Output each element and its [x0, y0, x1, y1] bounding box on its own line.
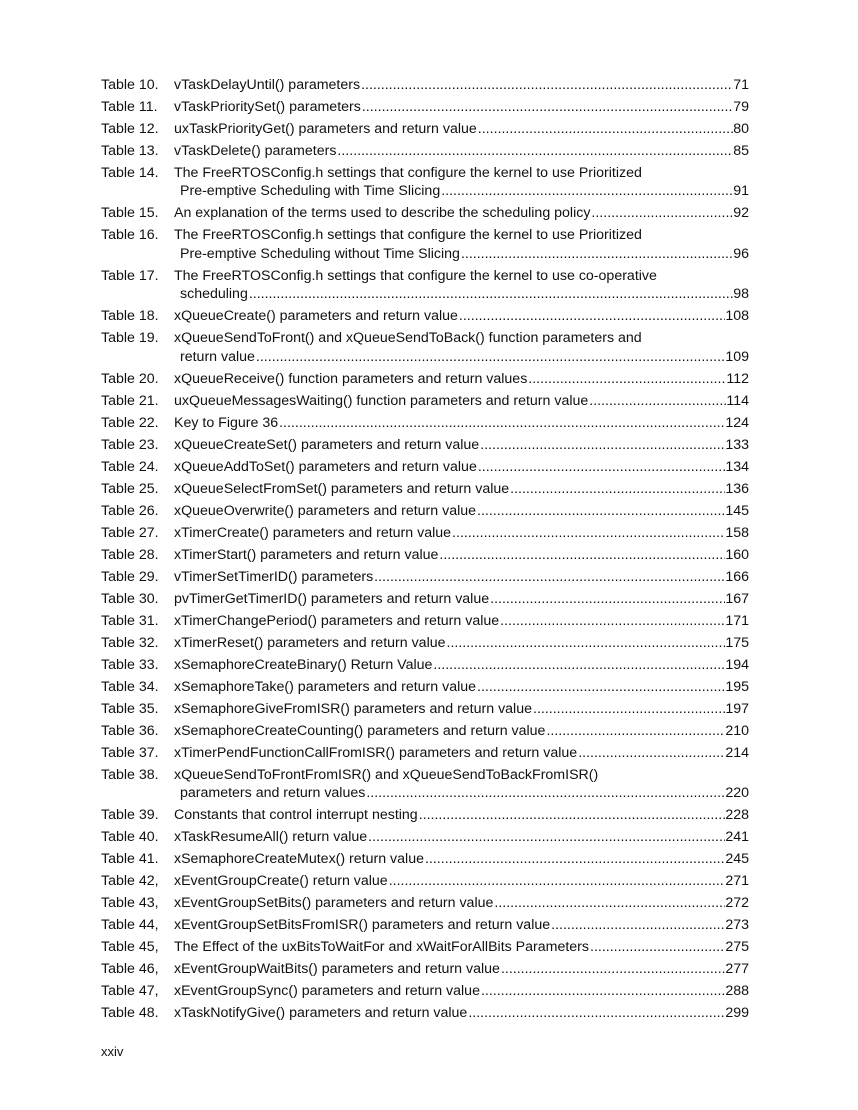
toc-entry-label: Table 36.: [101, 722, 159, 739]
toc-entry-title: xEventGroupWaitBits() parameters and return value: [174, 961, 500, 978]
toc-entry-body: [174, 612, 749, 630]
toc-entry[interactable]: [101, 120, 749, 138]
toc-entry[interactable]: [101, 436, 749, 454]
toc-entry-body: [174, 590, 749, 608]
toc-entry-label: Table 14.: [101, 165, 159, 181]
dot-leader: [509, 480, 725, 498]
toc-entry[interactable]: [101, 916, 749, 934]
dot-leader: [577, 744, 725, 762]
toc-entry-title: xTaskResumeAll() return value: [174, 829, 368, 846]
toc-entry-page-number: 133: [725, 436, 749, 453]
toc-entry[interactable]: [101, 612, 749, 630]
toc-entry-page-number: 114: [726, 392, 749, 409]
dot-leader: [489, 590, 725, 608]
toc-entry[interactable]: [101, 806, 749, 824]
toc-entry[interactable]: [101, 267, 749, 304]
toc-entry-line: [174, 436, 749, 454]
toc-entry-body: [174, 524, 749, 542]
toc-entry-page-number: 167: [725, 590, 749, 607]
toc-entry-page-number: 158: [725, 524, 749, 541]
toc-entry-title: xQueueOverwrite() parameters and return value: [174, 502, 477, 519]
dot-leader: [527, 370, 726, 388]
toc-entry-line: [174, 1004, 749, 1022]
toc-entry-title: xQueueCreateSet() parameters and return value: [174, 436, 480, 453]
dot-leader: [336, 142, 733, 160]
toc-entry-title: vTaskDelete() parameters: [174, 143, 337, 159]
toc-entry-body: [174, 329, 749, 366]
toc-entry-title: xTimerStart() parameters and return value: [174, 546, 439, 563]
toc-entry-label: Table 24.: [101, 458, 159, 475]
toc-entry[interactable]: [101, 226, 749, 263]
toc-entry-title: The Effect of the uxBitsToWaitFor and xWaitForAllBits Parameters: [174, 939, 589, 956]
toc-entry[interactable]: [101, 590, 749, 608]
toc-entry-label: Table 22.: [101, 414, 159, 431]
toc-entry[interactable]: [101, 329, 749, 366]
toc-entry-page-number: 195: [725, 678, 749, 695]
toc-entry-label: Table 29.: [101, 568, 159, 585]
toc-entry-line: [174, 612, 749, 630]
toc-entry[interactable]: [101, 546, 749, 564]
toc-entry-line: [174, 938, 749, 956]
dot-leader: [360, 76, 733, 94]
dot-leader: [432, 656, 725, 674]
toc-entry-label: Table 34.: [101, 678, 159, 695]
toc-entry-body: [174, 916, 749, 934]
toc-entry-page-number: 277: [725, 961, 749, 978]
dot-leader: [480, 982, 725, 1000]
toc-entry-body: [174, 634, 749, 652]
dot-leader: [255, 348, 725, 366]
toc-entry-page-number: 228: [725, 807, 749, 824]
toc-entry-title: Key to Figure 36: [174, 414, 279, 431]
dot-leader: [361, 98, 733, 116]
toc-entry-label: Table 23.: [101, 436, 159, 453]
toc-entry-label: Table 35.: [101, 700, 159, 717]
toc-entry-label: Table 37.: [101, 744, 159, 761]
toc-entry-body: [174, 722, 749, 740]
dot-leader: [477, 120, 733, 138]
dot-leader: [458, 307, 725, 325]
dot-leader: [460, 245, 733, 263]
toc-entry-line: [174, 348, 749, 366]
toc-entry-title: vTimerSetTimerID() parameters: [174, 568, 374, 585]
toc-entry-line: [174, 502, 749, 520]
toc-entry-title: Pre-emptive Scheduling without Time Slicing: [180, 245, 460, 262]
dot-leader: [476, 502, 725, 520]
toc-entry-body: [174, 267, 749, 304]
toc-entry-title: xEventGroupCreate() return value: [174, 873, 388, 890]
toc-entry-body: [174, 458, 749, 476]
toc-entry-title-line: The FreeRTOSConfig.h settings that configure the kernel to use co-operative: [174, 267, 657, 284]
toc-entry-label: Table 46,: [101, 961, 159, 978]
toc-entry[interactable]: [101, 982, 749, 1000]
toc-entry[interactable]: [101, 142, 749, 160]
toc-entry-label: Table 11.: [101, 99, 158, 115]
toc-entry-body: [174, 1004, 749, 1022]
toc-entry-title: xQueueAddToSet() parameters and return value: [174, 458, 477, 475]
dot-leader: [493, 894, 725, 912]
toc-entry-line: [174, 678, 749, 696]
toc-entry-body: [174, 142, 749, 160]
toc-entry-label: Table 39.: [101, 807, 159, 824]
toc-entry[interactable]: [101, 938, 749, 956]
toc-entry-label: Table 16.: [101, 227, 159, 244]
toc-entry-title: uxTaskPriorityGet() parameters and return value: [174, 121, 477, 137]
toc-entry-body: [174, 700, 749, 718]
toc-entry-label: Table 25.: [101, 480, 159, 497]
toc-entry-line: [174, 850, 749, 868]
toc-entry-label: Table 15.: [101, 205, 159, 222]
toc-entry[interactable]: [101, 656, 749, 674]
toc-entry[interactable]: [101, 850, 749, 868]
toc-entry-page-number: 160: [725, 546, 749, 563]
dot-leader: [590, 204, 733, 222]
dot-leader: [418, 806, 726, 824]
toc-entry-title: xSemaphoreCreateBinary() Return Value: [174, 656, 433, 673]
dot-leader: [467, 1004, 725, 1022]
toc-entry-title: xQueueCreate() parameters and return value: [174, 308, 458, 325]
toc-entry-line: [174, 370, 749, 388]
toc-entry-body: [174, 164, 749, 201]
toc-entry[interactable]: [101, 744, 749, 762]
toc-entry[interactable]: [101, 204, 749, 222]
toc-entry[interactable]: [101, 98, 749, 116]
toc-entry-label: Table 40.: [101, 829, 159, 846]
toc-entry-line: [174, 204, 749, 222]
toc-entry-line: [174, 806, 749, 824]
toc-entry-label: Table 10.: [101, 77, 159, 93]
toc-entry-page-number: 108: [725, 308, 749, 325]
toc-entry[interactable]: [101, 76, 749, 94]
dot-leader: [367, 828, 725, 846]
toc-entry-line: [174, 828, 749, 846]
toc-entry-page-number: 109: [725, 348, 749, 365]
toc-entry-label: Table 12.: [101, 121, 159, 137]
toc-entry-label: Table 28.: [101, 546, 159, 563]
toc-entry-line: [174, 546, 749, 564]
toc-entry-label: Table 48.: [101, 1005, 159, 1022]
toc-entry-title: xTimerCreate() parameters and return value: [174, 524, 452, 541]
toc-entry-title: xQueueReceive() function parameters and return values: [174, 370, 528, 387]
dot-leader: [589, 938, 725, 956]
toc-entry-label: Table 21.: [101, 392, 159, 409]
dot-leader: [499, 612, 725, 630]
toc-entry-label: Table 43,: [101, 895, 159, 912]
toc-entry-body: [174, 226, 749, 263]
dot-leader: [451, 524, 725, 542]
dot-leader: [446, 634, 726, 652]
toc-entry-page-number: 98: [733, 286, 749, 303]
toc-entry-title-line: The FreeRTOSConfig.h settings that configure the kernel to use Prioritized: [174, 165, 642, 181]
toc-entry-page-number: 136: [725, 480, 749, 497]
toc-entry-title-line: xQueueSendToFront() and xQueueSendToBack() function parameters and: [174, 330, 642, 347]
toc-entry-line: [174, 414, 749, 432]
toc-entry-title: return value: [180, 348, 255, 365]
toc-entry-title: vTaskPrioritySet() parameters: [174, 99, 361, 115]
toc-entry-title: parameters and return values: [180, 785, 366, 802]
toc-entry-title: xSemaphoreCreateCounting() parameters and return value: [174, 722, 546, 739]
toc-entry[interactable]: [101, 634, 749, 652]
toc-entry-body: [174, 414, 749, 432]
toc-entry-body: [174, 678, 749, 696]
toc-entry-line: [174, 916, 749, 934]
toc-entry-label: Table 17.: [101, 267, 159, 284]
toc-entry-page-number: 175: [725, 634, 749, 651]
toc-entry[interactable]: [101, 370, 749, 388]
toc-entry-page-number: 273: [725, 917, 749, 934]
toc-entry-line: [174, 142, 749, 160]
toc-entry-label: Table 44,: [101, 917, 159, 934]
toc-entry[interactable]: [101, 458, 749, 476]
toc-entry-title: xEventGroupSetBits() parameters and return value: [174, 895, 494, 912]
toc-entry-line: [174, 245, 749, 263]
toc-entry-title: xTaskNotifyGive() parameters and return value: [174, 1005, 468, 1022]
toc-entry[interactable]: [101, 766, 749, 803]
toc-entry-title: xEventGroupSync() parameters and return value: [174, 983, 480, 1000]
toc-entry[interactable]: [101, 894, 749, 912]
toc-entry-line: [174, 98, 749, 116]
toc-entry-label: Table 26.: [101, 502, 159, 519]
toc-entry-label: Table 30.: [101, 590, 159, 607]
dot-leader: [479, 436, 725, 454]
toc-entry-body: [174, 436, 749, 454]
toc-entry-body: [174, 370, 749, 388]
toc-entry-line: [174, 182, 749, 200]
toc-entry-label: Table 19.: [101, 330, 159, 347]
toc-entry[interactable]: [101, 960, 749, 978]
toc-entry-title: vTaskDelayUntil() parameters: [174, 77, 361, 93]
toc-entry-body: [174, 204, 749, 222]
toc-entry-body: [174, 120, 749, 138]
toc-entry-line: [174, 982, 749, 1000]
dot-leader: [365, 784, 725, 802]
toc-entry-body: [174, 766, 749, 803]
toc-entry-page-number: 272: [725, 895, 749, 912]
dot-leader: [424, 850, 725, 868]
toc-entry-line: [174, 656, 749, 674]
toc-entry-page-number: 85: [733, 143, 749, 159]
toc-entry[interactable]: [101, 307, 749, 325]
toc-entry-title: xTimerChangePeriod() parameters and return value: [174, 612, 500, 629]
toc-entry-line: [174, 744, 749, 762]
toc-entry[interactable]: [101, 872, 749, 890]
dot-leader: [532, 700, 725, 718]
dot-leader: [278, 414, 725, 432]
toc-entry-page-number: 145: [725, 502, 749, 519]
toc-entry-body: [174, 960, 749, 978]
toc-entry-body: [174, 307, 749, 325]
dot-leader: [440, 182, 733, 200]
dot-leader: [500, 960, 725, 978]
toc-entry-page-number: 194: [725, 656, 749, 673]
toc-entry-title: xQueueSelectFromSet() parameters and return value: [174, 480, 510, 497]
toc-entry-line: [174, 285, 749, 303]
dot-leader: [438, 546, 725, 564]
toc-entry-page-number: 124: [725, 414, 749, 431]
toc-entry-body: [174, 894, 749, 912]
toc-entry-body: [174, 982, 749, 1000]
toc-entry-body: [174, 938, 749, 956]
dot-leader: [373, 568, 725, 586]
toc-entry-label: Table 18.: [101, 308, 159, 325]
toc-entry-title-line: xQueueSendToFrontFromISR() and xQueueSendToBackFromISR(): [174, 766, 599, 783]
toc-entry-body: [174, 502, 749, 520]
toc-entry-page-number: 92: [733, 205, 749, 222]
toc-entry-title: Constants that control interrupt nesting: [174, 807, 418, 824]
toc-entry-page-number: 241: [725, 829, 749, 846]
toc-entry-body: [174, 656, 749, 674]
toc-entry-page-number: 134: [725, 458, 749, 475]
toc-entry-page-number: 299: [725, 1005, 749, 1022]
toc-entry-title: xTimerPendFunctionCallFromISR() parameters and return value: [174, 744, 578, 761]
toc-entry-title: An explanation of the terms used to describe the scheduling policy: [174, 205, 591, 222]
toc-entry-line: [174, 784, 749, 802]
dot-leader: [550, 916, 725, 934]
toc-entry-line: [174, 76, 749, 94]
toc-entry-title: xSemaphoreCreateMutex() return value: [174, 851, 424, 868]
toc-entry-label: Table 13.: [101, 143, 159, 159]
toc-entry[interactable]: [101, 164, 749, 201]
toc-entry-label: Table 41.: [101, 851, 159, 868]
toc-entry-line: [174, 480, 749, 498]
toc-entry-body: [174, 744, 749, 762]
toc-entry-label: Table 47,: [101, 983, 159, 1000]
toc-entry-page-number: 171: [725, 612, 749, 629]
toc-entry-line: [174, 458, 749, 476]
toc-entry-body: [174, 76, 749, 94]
toc-entry-line: [174, 700, 749, 718]
dot-leader: [476, 678, 725, 696]
toc-entry[interactable]: [101, 828, 749, 846]
toc-entry-title: xSemaphoreGiveFromISR() parameters and return value: [174, 700, 532, 717]
toc-entry[interactable]: [101, 700, 749, 718]
toc-entry-label: Table 33.: [101, 656, 159, 673]
toc-entry-line: [174, 120, 749, 138]
toc-entry-label: Table 20.: [101, 370, 159, 387]
toc-entry[interactable]: [101, 502, 749, 520]
toc-entry-line: [174, 307, 749, 325]
toc-entry-line: [174, 590, 749, 608]
toc-entry-label: Table 45,: [101, 939, 159, 956]
toc-entry-line: [174, 634, 749, 652]
toc-entry-body: [174, 546, 749, 564]
toc-entry-label: Table 38.: [101, 766, 159, 783]
toc-entry-page-number: 91: [733, 183, 749, 200]
toc-entry-body: [174, 850, 749, 868]
toc-entry-title-line: The FreeRTOSConfig.h settings that configure the kernel to use Prioritized: [174, 227, 642, 244]
toc-entry-page-number: 214: [725, 744, 749, 761]
dot-leader: [248, 285, 733, 303]
toc-entry-body: [174, 828, 749, 846]
toc-entry-line: [174, 568, 749, 586]
toc-entry-line: [174, 960, 749, 978]
list-of-tables: [101, 76, 749, 1026]
toc-entry-page-number: 220: [725, 785, 749, 802]
toc-entry-label: Table 27.: [101, 524, 159, 541]
toc-entry-body: [174, 392, 749, 410]
toc-entry-page-number: 79: [733, 99, 749, 115]
toc-entry-page-number: 210: [725, 722, 749, 739]
toc-entry-label: Table 32.: [101, 634, 159, 651]
toc-entry-label: Table 42,: [101, 873, 159, 890]
dot-leader: [477, 458, 725, 476]
page-number: xxiv: [101, 1044, 124, 1059]
toc-entry-page-number: 112: [726, 370, 749, 387]
toc-entry[interactable]: [101, 524, 749, 542]
toc-entry-line: [174, 722, 749, 740]
toc-entry-title: pvTimerGetTimerID() parameters and return value: [174, 590, 490, 607]
toc-entry-page-number: 288: [725, 983, 749, 1000]
toc-entry-title: xSemaphoreTake() parameters and return value: [174, 678, 477, 695]
toc-entry-body: [174, 480, 749, 498]
toc-entry-title: xTimerReset() parameters and return value: [174, 634, 446, 651]
toc-entry-label: Table 31.: [101, 612, 159, 629]
toc-entry-body: [174, 568, 749, 586]
toc-entry-page-number: 275: [725, 939, 749, 956]
toc-entry-body: [174, 806, 749, 824]
toc-entry-title: scheduling: [180, 286, 248, 303]
dot-leader: [588, 392, 726, 410]
toc-entry[interactable]: [101, 414, 749, 432]
toc-entry-body: [174, 98, 749, 116]
toc-entry[interactable]: [101, 480, 749, 498]
toc-entry-page-number: 166: [725, 568, 749, 585]
toc-entry-line: [174, 894, 749, 912]
toc-entry[interactable]: [101, 1004, 749, 1022]
toc-entry-title: uxQueueMessagesWaiting() function parameters and return value: [174, 392, 589, 409]
toc-entry[interactable]: [101, 568, 749, 586]
toc-entry-body: [174, 872, 749, 890]
toc-entry-line: [174, 524, 749, 542]
toc-entry-line: [174, 392, 749, 410]
toc-entry-line: [174, 872, 749, 890]
toc-entry[interactable]: [101, 392, 749, 410]
toc-entry[interactable]: [101, 722, 749, 740]
dot-leader: [388, 872, 726, 890]
toc-entry-title: xEventGroupSetBitsFromISR() parameters and return value: [174, 917, 551, 934]
toc-entry[interactable]: [101, 678, 749, 696]
toc-entry-page-number: 80: [733, 121, 749, 137]
toc-entry-title: Pre-emptive Scheduling with Time Slicing: [180, 183, 441, 200]
toc-entry-page-number: 197: [725, 700, 749, 717]
toc-entry-page-number: 245: [725, 851, 749, 868]
toc-entry-page-number: 71: [733, 77, 749, 93]
toc-entry-page-number: 96: [733, 245, 749, 262]
dot-leader: [545, 722, 725, 740]
toc-entry-page-number: 271: [725, 873, 749, 890]
